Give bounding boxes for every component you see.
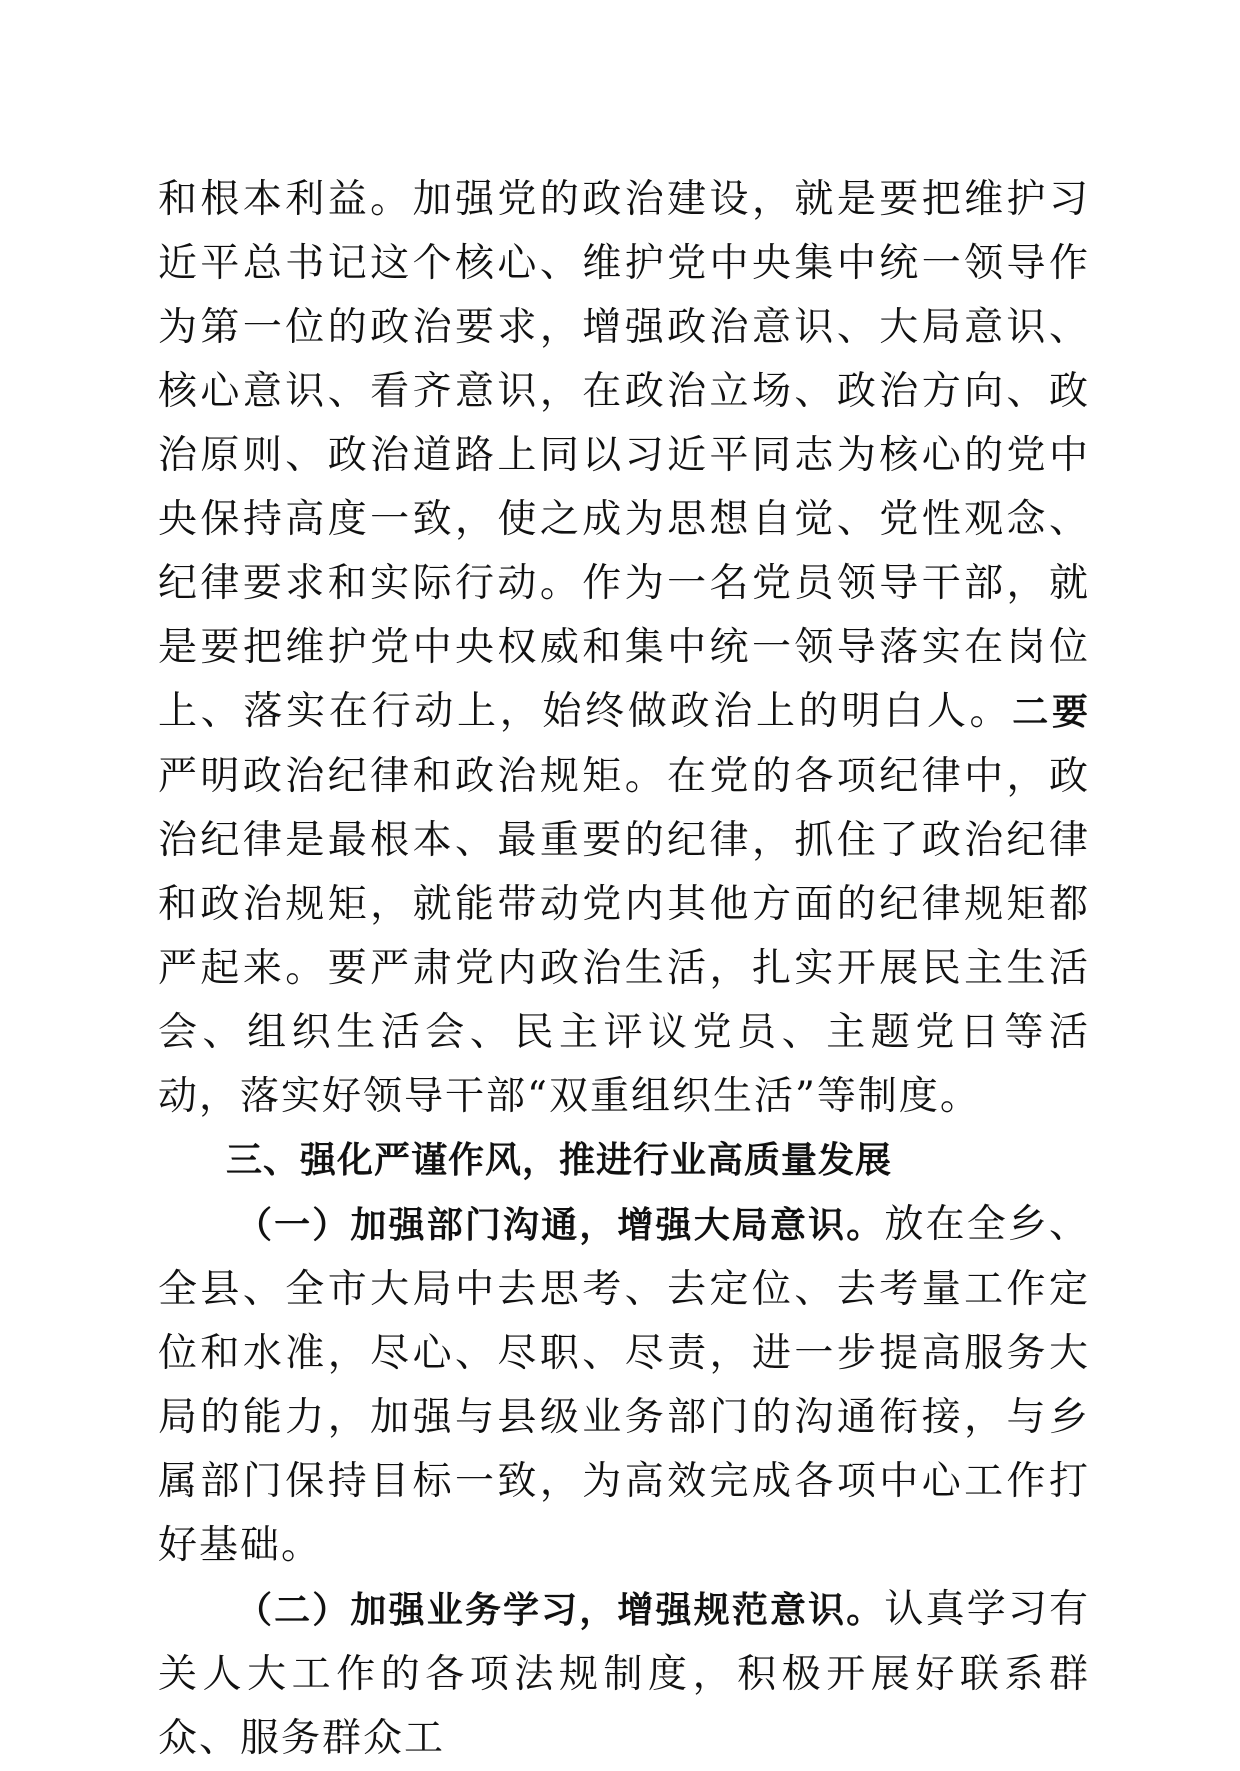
paragraph-text: 和根本利益。加强党的政治建设，就是要把维护习近平总书记这个核心、维护党中央集中统一领导作为第一位的政治要求，增强政治意识、大局意识、核心意识、看齐意识，在政治立场、政治方向、政治原则、政治道路上同以习近平同志为核心的党中央保持高度一致，使之成为思想自觉、党性观念、纪律要求和实际行动。作为一名党员领导干部，就是要把维护党中央权威和集中统一领导落实在岗位上、落实在行动上，始终做政治上的明白人。 xyxy=(158,177,1090,734)
subsection-two-body: 认真学习有关人大工作的各项法规制度，积极开展好联系群众、服务群众工 xyxy=(158,1587,1090,1761)
paragraph-text-continued: 严明政治纪律和政治规矩。在党的各项纪律中，政治纪律是最根本、最重要的纪律，抓住了政治纪律和政治规矩，就能带动党内其他方面的纪律规矩都严起来。要严肃党内政治生活，扎实开展民主生活会、组织生活会、民主评议党员、主题党日等活动，落实好领导干部“双重组织生活”等制度。 xyxy=(158,754,1090,1119)
document-body xyxy=(158,168,1090,1771)
paragraph-lead-emphasis: 二要 xyxy=(1012,692,1090,733)
section-heading-three: 三、强化严谨作风，推进行业高质量发展 xyxy=(226,1140,893,1181)
subsection-one xyxy=(158,1193,1090,1578)
subsection-two-title: （二）加强业务学习，增强规范意识。 xyxy=(236,1590,885,1631)
subsection-two xyxy=(158,1578,1090,1771)
paragraph-political-discipline xyxy=(158,168,1090,1129)
subsection-one-body: 放在全乡、全县、全市大局中去思考、去定位、去考量工作定位和水准，尽心、尽职、尽责，进一步提高服务大局的能力，加强与县级业务部门的沟通衔接，与乡属部门保持目标一致，为高效完成各项中心工作打好基础。 xyxy=(158,1202,1090,1568)
subsection-one-title: （一）加强部门沟通，增强大局意识。 xyxy=(236,1205,885,1246)
